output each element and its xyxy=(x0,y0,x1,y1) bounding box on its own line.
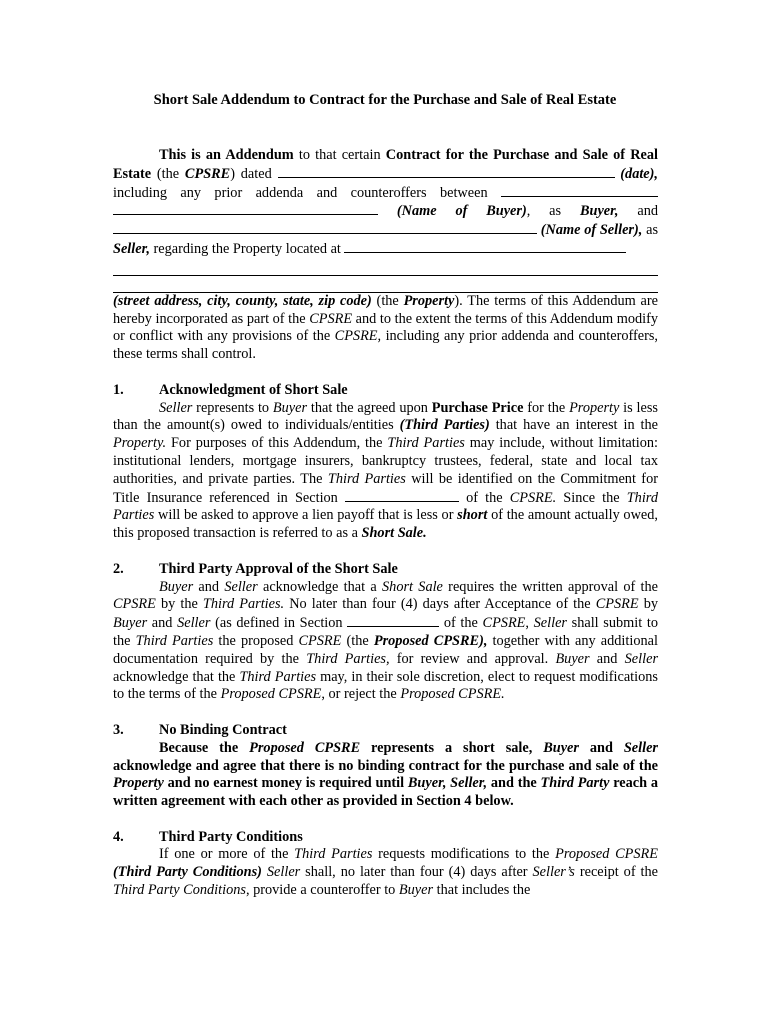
date-blank[interactable] xyxy=(278,165,615,178)
section-number: 1. xyxy=(113,381,124,398)
section-1 xyxy=(113,382,658,543)
section-number: 4. xyxy=(113,828,124,845)
title-commitment-section-blank[interactable] xyxy=(345,489,459,502)
section-2 xyxy=(113,561,658,704)
intro-paragraph: This is an Addendum to that certain Contract for the Purchase and Sale of Real Estate (the CPSRE) dated (date), including any prior addenda and counteroffers between (Name of Buyer), as Buyer, and (Name of Seller), as Seller, regarding the Property located at (street address, city, county, state, zip code) (the Property). The terms of this Addendum are hereby incorporated as part of the CPSRE and to the extent the terms of this Addendum modify or conflict with any provisions of the CPSRE, including any prior addenda and counteroffers, these terms shall control. xyxy=(113,147,659,363)
section-4 xyxy=(113,829,658,900)
section-body: Seller represents to Buyer that the agreed upon Purchase Price for the Property is less than the amount(s) owed to individuals/entities (Third Parties) that have an interest in the Property. For purposes of this Addendum, the Third Parties may include, without limitation: institutional lenders, mortgage insurers, bankruptcy trustees, federal, state and local tax authorities, and private parties. The Third Parties will be identified on the Commitment for Title Insurance referenced in Section of the CPSRE. Since the Third Parties will be asked to approve a lien payoff that is less or short of the amount actually owed, this proposed transaction is referred to as a Short Sale. xyxy=(113,399,658,542)
parties-blank[interactable] xyxy=(501,184,658,197)
section-heading: Acknowledgment of Short Sale xyxy=(159,381,348,398)
property-address-blank-2[interactable] xyxy=(113,259,658,276)
property-address-blank-3[interactable] xyxy=(113,276,658,293)
property-address-blank-1[interactable] xyxy=(344,240,626,253)
section-number: 3. xyxy=(113,721,124,738)
section-body: If one or more of the Third Parties requests modifications to the Proposed CPSRE (Third Party Conditions) Seller shall, no later than four (4) days after Seller’s receipt of the Third Party Conditions, provide a counteroffer to Buyer that includes the xyxy=(113,846,658,899)
document-title: Short Sale Addendum to Contract for the Purchase and Sale of Real Estate xyxy=(153,92,617,108)
section-3 xyxy=(113,722,658,811)
section-heading: Third Party Approval of the Short Sale xyxy=(159,560,398,577)
seller-name-blank[interactable] xyxy=(113,221,537,234)
section-body: Because the Proposed CPSRE represents a short sale, Buyer and Seller acknowledge and agree that there is no binding contract for the purchase and sale of the Property and no earnest money is required until Buyer, Seller, and the Third Party reach a written agreement with each other as provided in Section 4 below. xyxy=(113,739,658,810)
section-heading: No Binding Contract xyxy=(159,721,287,738)
section-body: Buyer and Seller acknowledge that a Short Sale requires the written approval of the CPSRE by the Third Parties. No later than four (4) days after Acceptance of the CPSRE by Buyer and Seller (as defined in Section of the CPSRE, Seller shall submit to the Third Parties the proposed CPSRE (the Proposed CPSRE), together with any additional documentation required by the Third Parties, for review and approval. Buyer and Seller acknowledge that the Third Parties may, in their sole discretion, elect to request modifications to the terms of the Proposed CPSRE, or reject the Proposed CPSRE. xyxy=(113,578,659,703)
acceptance-section-blank[interactable] xyxy=(347,614,439,627)
buyer-name-blank[interactable] xyxy=(113,202,378,215)
section-number: 2. xyxy=(113,560,124,577)
document-text xyxy=(113,147,658,900)
section-heading: Third Party Conditions xyxy=(159,828,303,845)
